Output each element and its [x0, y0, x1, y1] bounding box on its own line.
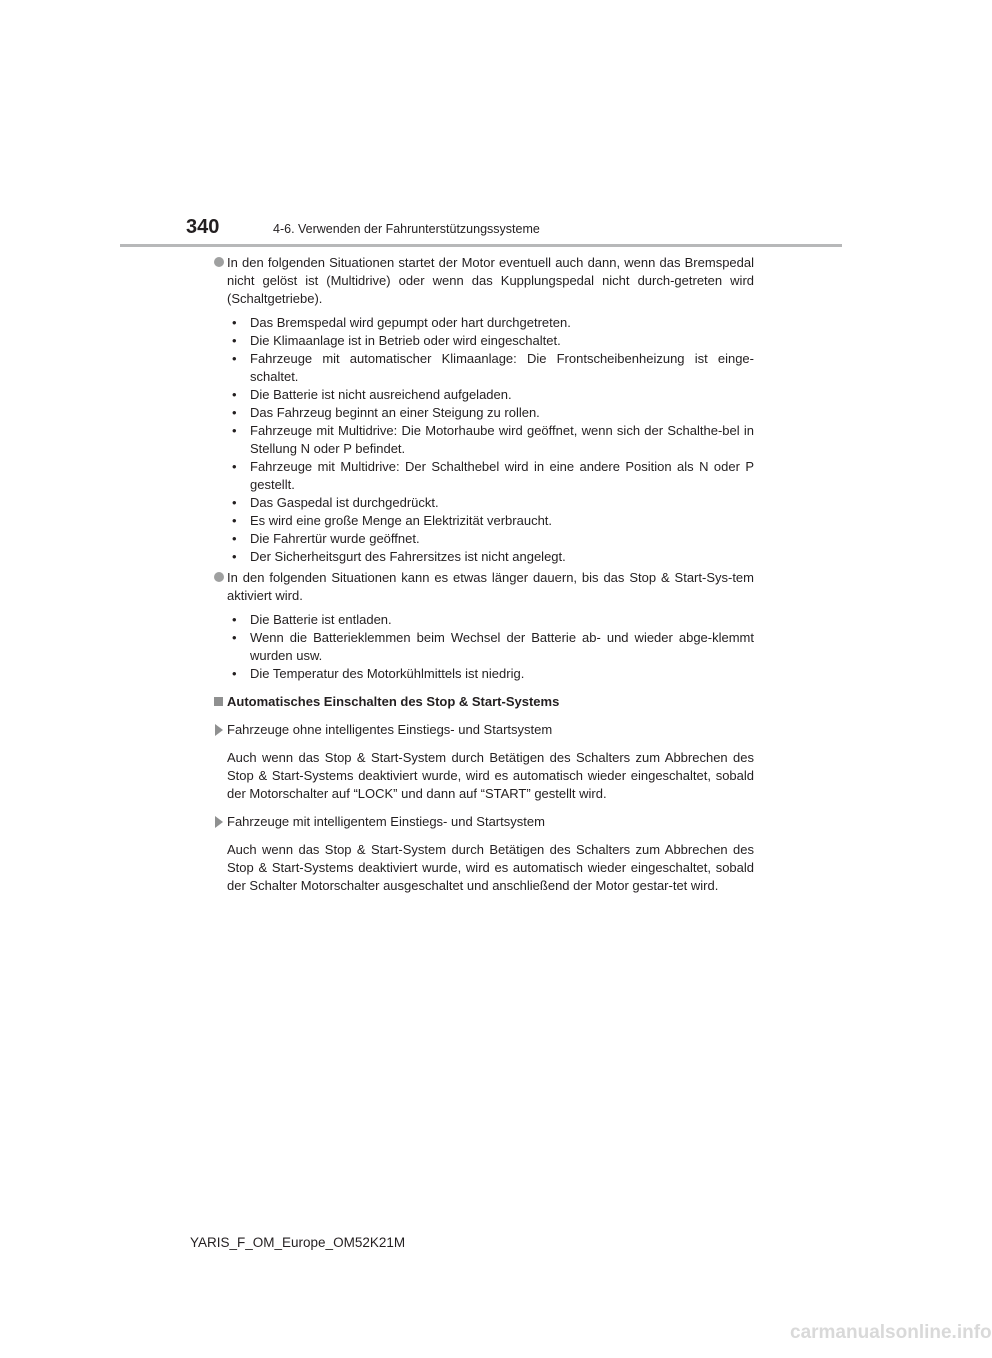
page-number: 340	[186, 216, 220, 238]
paragraph-with-smart-entry: Auch wenn das Stop & Start-System durch Betätigen des Schalters zum Abbrechen des Stop & Start-Systems deaktiviert wurde, wird es automatisch wieder eingeschaltet, sobald der Schalter Motorschalter ausgeschaltet und anschließend der Motor gestar-tet wird.	[227, 842, 754, 893]
sub-heading-with-smart-entry	[214, 813, 754, 831]
sub-heading-text: Fahrzeuge ohne intelligentes Einstiegs- und Startsystem	[227, 722, 553, 737]
triangle-marker-icon	[215, 724, 223, 736]
list-item: • Der Sicherheitsgurt des Fahrersitzes ist nicht angelegt.	[232, 549, 566, 564]
auto-enable-heading-text: Automatisches Einschalten des Stop & Start-Systems	[227, 694, 560, 709]
bullet-icon: •	[232, 549, 237, 564]
bullet-icon: •	[232, 666, 237, 681]
bullet-icon: •	[232, 405, 237, 420]
bullet-icon: •	[232, 333, 237, 348]
bullet-icon: •	[232, 423, 237, 438]
square-marker-icon	[214, 697, 223, 706]
list-item: • Fahrzeuge mit Multidrive: Der Schalthebel wird in eine andere Position als N oder P gestellt.	[232, 459, 754, 492]
delay-intro-text: In den folgenden Situationen kann es etwas länger dauern, bis das Stop & Start-Sys-tem aktiviert wird.	[227, 570, 754, 603]
section-title: 4-6. Verwenden der Fahrunterstützungssysteme	[273, 222, 540, 236]
list-item: • Wenn die Batterieklemmen beim Wechsel der Batterie ab- und wieder abge-klemmt wurden usw.	[232, 630, 754, 663]
header-divider	[120, 244, 842, 247]
delay-intro	[214, 569, 754, 605]
circle-bullet-icon	[214, 257, 224, 267]
sub-heading-without-smart-entry	[214, 721, 754, 739]
page-header	[0, 0, 960, 250]
motor-start-intro	[214, 254, 754, 308]
list-item: • Das Gaspedal ist durchgedrückt.	[232, 495, 439, 510]
list-item: • Die Klimaanlage ist in Betrieb oder wird eingeschaltet.	[232, 333, 561, 348]
bullet-icon: •	[232, 495, 237, 510]
bullet-icon: •	[232, 387, 237, 402]
bullet-icon: •	[232, 612, 237, 627]
list-item: • Die Batterie ist nicht ausreichend aufgeladen.	[232, 387, 512, 402]
bullet-icon: •	[232, 513, 237, 528]
list-item: • Es wird eine große Menge an Elektrizität verbraucht.	[232, 513, 553, 528]
bullet-icon: •	[232, 531, 237, 546]
bullet-icon: •	[232, 351, 237, 366]
bullet-icon: •	[232, 459, 237, 474]
sub-heading-text: Fahrzeuge mit intelligentem Einstiegs- und Startsystem	[227, 814, 545, 829]
page-content	[214, 254, 754, 895]
bullet-icon: •	[232, 630, 237, 645]
document-code: YARIS_F_OM_Europe_OM52K21M	[190, 1235, 406, 1250]
circle-bullet-icon	[214, 572, 224, 582]
motor-start-situations	[214, 254, 754, 566]
motor-start-intro-text: In den folgenden Situationen startet der Motor eventuell auch dann, wenn das Bremspedal nicht gelöst ist (Multidrive) oder wenn das Kupplungspedal nicht durch-getreten wird (Schaltgetriebe).	[227, 255, 754, 306]
auto-enable-section	[214, 693, 754, 895]
delay-list	[227, 611, 754, 683]
list-item: • Die Fahrertür wurde geöffnet.	[232, 531, 420, 546]
list-item: • Fahrzeuge mit automatischer Klimaanlage: Die Frontscheibenheizung ist einge-schaltet.	[232, 351, 754, 384]
auto-enable-heading	[214, 693, 754, 711]
bullet-icon: •	[232, 315, 237, 330]
list-item: • Fahrzeuge mit Multidrive: Die Motorhaube wird geöffnet, wenn sich der Schalthe-bel in Stellung N oder P befindet.	[232, 423, 754, 456]
list-item: • Das Fahrzeug beginnt an einer Steigung zu rollen.	[232, 405, 540, 420]
list-item: • Die Batterie ist entladen.	[232, 612, 392, 627]
triangle-marker-icon	[215, 816, 223, 828]
list-item: • Das Bremspedal wird gepumpt oder hart durchgetreten.	[232, 315, 571, 330]
watermark[interactable]: carmanualsonline.info	[790, 1322, 992, 1343]
list-item: • Die Temperatur des Motorkühlmittels ist niedrig.	[232, 666, 525, 681]
paragraph-without-smart-entry: Auch wenn das Stop & Start-System durch Betätigen des Schalters zum Abbrechen des Stop & Start-Systems deaktiviert wurde, wird es automatisch wieder eingeschaltet, sobald der Motorschalter auf “LOCK” und dann auf “START” gestellt wird.	[227, 750, 754, 801]
motor-start-list	[227, 314, 754, 566]
delay-situations	[214, 569, 754, 683]
